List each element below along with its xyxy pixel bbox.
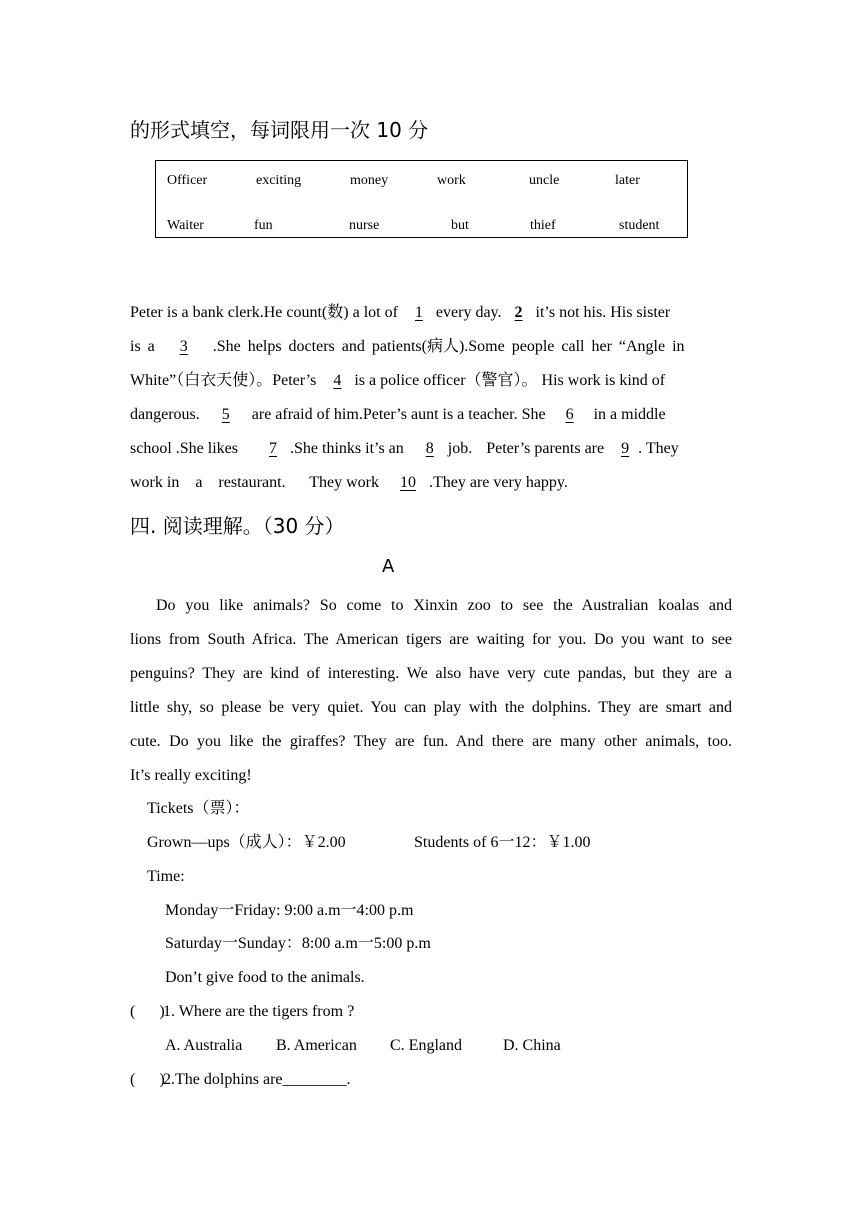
cloze-blank-2: 2 <box>514 304 523 321</box>
passage-line: Do you like animals? So come to Xinxin zoo to see the Australian koalas and <box>156 597 732 614</box>
cloze-blank-6: 6 <box>565 406 574 423</box>
word-bank-item: Officer <box>167 173 208 188</box>
question-2-answer-slot: ( ) <box>130 1071 165 1088</box>
cloze-text: .She helps docters and patients(病人).Some people call her “Angle in <box>212 338 685 355</box>
cloze-line <box>130 337 732 357</box>
tickets-student: Students of 6一12：￥1.00 <box>414 834 591 851</box>
passage-line: cute. Do you like the giraffes? They are fun. And there are many other animals, too. <box>130 733 732 750</box>
passage-line: It’s really exciting! <box>130 767 252 784</box>
time-label: Time: <box>147 868 185 885</box>
question-1-answer-slot: ( ) <box>130 1003 165 1020</box>
cloze-line <box>130 473 732 493</box>
cloze-text: are afraid of him.Peter’s aunt is a teacher. She <box>251 406 546 423</box>
zoo-rule: Don’t give food to the animals. <box>165 969 365 986</box>
section-4-heading: 四. 阅读理解。（30 分） <box>130 514 345 538</box>
cloze-text: school .She likes <box>130 440 238 457</box>
passage-label: A <box>382 556 395 577</box>
cloze-blank-10: 10 <box>399 474 416 491</box>
cloze-blank-3: 3 <box>179 338 188 355</box>
word-bank-item: uncle <box>529 173 560 188</box>
cloze-text: is a police officer（警官）。 His work is kind of <box>354 372 666 389</box>
word-bank-item: nurse <box>349 218 380 233</box>
word-bank-item: thief <box>530 218 556 233</box>
cloze-text: work in a restaurant. They work <box>130 474 379 491</box>
cloze-text: it’s not his. His sister <box>535 304 671 321</box>
cloze-text: White”（白衣天使）。Peter’s <box>130 372 317 389</box>
cloze-blank-7: 7 <box>269 440 277 457</box>
cloze-text: Peter’s parents are <box>486 440 605 457</box>
question-1-option-d: D. China <box>503 1037 561 1054</box>
cloze-line <box>130 405 732 425</box>
passage-line: little shy, so please be very quiet. You can play with the dolphins. They are smart and <box>130 699 732 716</box>
word-bank-item: Waiter <box>167 218 204 233</box>
question-2-text: 2.The dolphins are________. <box>163 1071 351 1088</box>
cloze-blank-1: 1 <box>414 304 423 321</box>
cloze-line <box>130 371 732 391</box>
cloze-text: Peter is a bank clerk.He count(数) a lot of <box>130 304 398 321</box>
passage-line: lions from South Africa. The American tigers are waiting for you. Do you want to see <box>130 631 732 648</box>
time-weekday: Monday一Friday: 9:00 a.m一4:00 p.m <box>165 902 414 919</box>
cloze-line <box>130 303 732 323</box>
word-bank-item: but <box>451 218 469 233</box>
cloze-text: dangerous. <box>130 406 200 423</box>
word-bank-item: fun <box>254 218 273 233</box>
word-bank-box <box>155 160 688 238</box>
question-1-option-c: C. England <box>390 1037 462 1054</box>
question-1-option-a: A. Australia <box>165 1037 243 1054</box>
cloze-text: job. <box>447 440 473 457</box>
tickets-label: Tickets（票）： <box>147 800 250 817</box>
cloze-text: is a <box>130 338 155 355</box>
time-weekend: Saturday一Sunday：8:00 a.m一5:00 p.m <box>165 935 431 952</box>
cloze-text: .They are very happy. <box>428 474 568 491</box>
cloze-blank-5: 5 <box>221 406 230 423</box>
cloze-blank-8: 8 <box>425 440 434 457</box>
word-bank-item: exciting <box>256 173 302 188</box>
cloze-blank-9: 9 <box>621 440 630 457</box>
word-bank-item: work <box>437 173 466 188</box>
cloze-line <box>130 439 732 459</box>
cloze-text: . They <box>638 440 679 457</box>
section-3-heading: 的形式填空，每词限用一次 10 分 <box>130 118 429 142</box>
question-1-option-b: B. American <box>276 1037 357 1054</box>
cloze-blank-4: 4 <box>333 372 342 389</box>
tickets-adult: Grown—ups（成人）：￥2.00 <box>147 834 346 851</box>
word-bank-item: student <box>619 218 660 233</box>
cloze-text: every day. <box>435 304 502 321</box>
cloze-text: .She thinks it’s an <box>290 440 404 457</box>
question-1-text: 1. Where are the tigers from ? <box>163 1003 355 1020</box>
passage-line: penguins? They are kind of interesting. We also have very cute pandas, but they are a <box>130 665 732 682</box>
cloze-text: in a middle <box>593 406 666 423</box>
word-bank-item: later <box>615 173 640 188</box>
word-bank-item: money <box>350 173 389 188</box>
